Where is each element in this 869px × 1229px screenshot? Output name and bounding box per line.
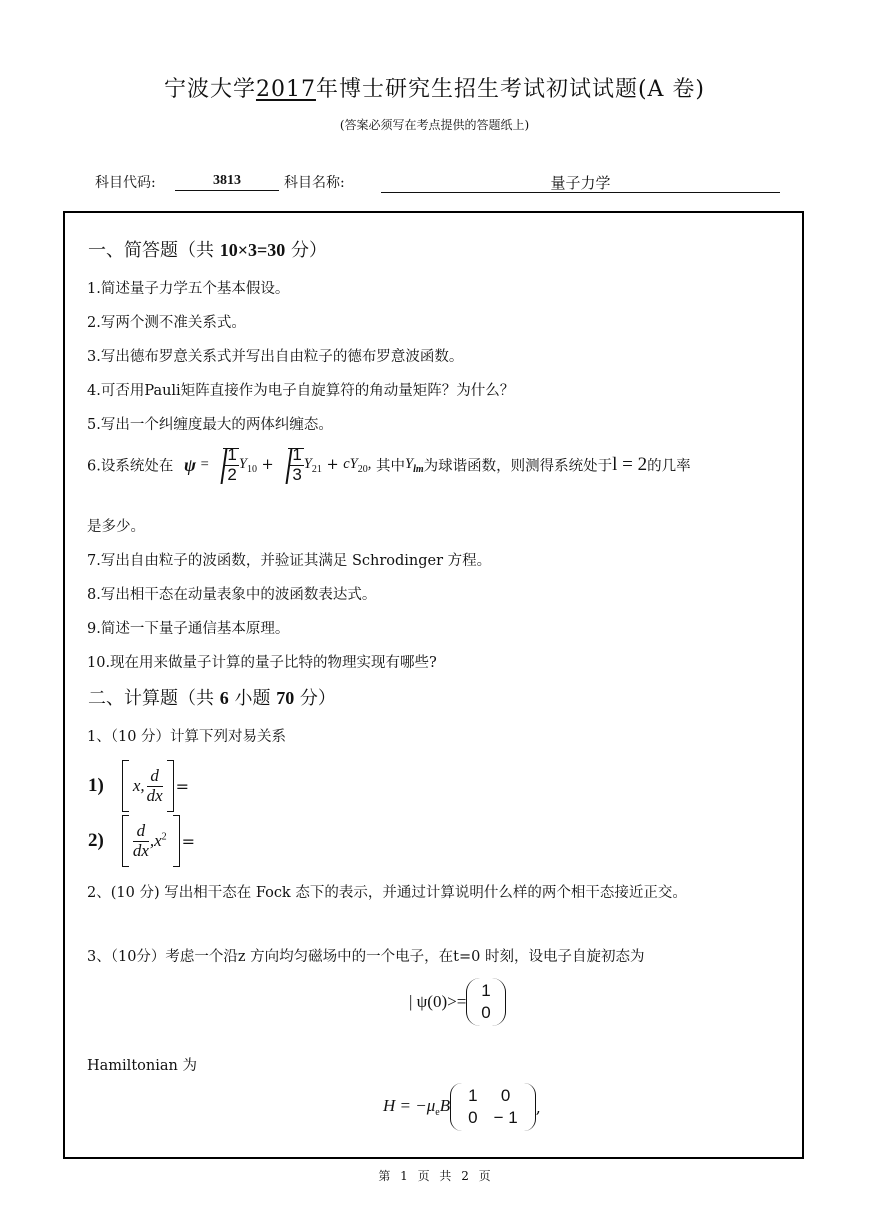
problem-1: 1、（10 分）计算下列对易关系 (87, 729, 287, 745)
matrix-entry: 0 (468, 1108, 478, 1127)
d-numerator: d (133, 822, 149, 842)
y20-term (343, 455, 372, 475)
equals-sign: = (175, 776, 190, 796)
state-vector (466, 978, 505, 1026)
plus-sign: + (261, 457, 274, 474)
y-symbol: Y (404, 455, 414, 472)
subject-name-label: 科目名称: (284, 175, 345, 191)
problem-2: 2、(10 分) 写出相干态在 Fock 态下的表示，并通过计算说明什么样的两个相干态接近正交。 (87, 885, 687, 901)
ylm-subscript: lm (413, 463, 424, 475)
equals-sign: = (181, 831, 196, 851)
psi-symbol: ψ (183, 454, 196, 475)
hamiltonian-matrix (450, 1083, 536, 1131)
plus-sign: + (326, 457, 339, 474)
section-2-heading-end: 分） (294, 688, 336, 709)
matrix-entry: 1 (468, 1086, 478, 1105)
sqrt-third (278, 446, 303, 484)
question-1: 1.简述量子力学五个基本假设。 (87, 281, 290, 297)
x-var: x, (132, 776, 145, 795)
question-2: 2.写两个测不准关系式。 (87, 315, 246, 331)
matrix-entry: 0 (500, 1086, 511, 1105)
y21-term (303, 455, 322, 475)
denominator: 3 (292, 464, 302, 484)
comma: , (149, 831, 155, 850)
q6-prefix: 6.设系统处在 (87, 458, 174, 475)
right-bracket (173, 815, 180, 867)
numerator: 1 (227, 445, 237, 464)
y21-subscript: 21 (311, 463, 322, 475)
y-symbol: Y (349, 455, 358, 472)
vector-entry: 0 (481, 1003, 491, 1022)
left-bracket (122, 815, 129, 867)
initial-state (409, 978, 506, 1026)
x-var: x (154, 831, 162, 850)
ylm-term (404, 455, 424, 475)
commutator-2-expr (122, 815, 195, 867)
subject-code-value: 3813 (213, 173, 241, 188)
hamiltonian-lhs (383, 1096, 450, 1118)
comma: , (367, 455, 372, 472)
matrix-entry: − 1 (493, 1108, 518, 1127)
dx-denominator: dx (146, 785, 163, 805)
equals-sign: = (200, 456, 209, 473)
subject-name-value: 量子力学 (550, 174, 611, 192)
h-minus-mu: H = −μ (383, 1096, 436, 1115)
l-equals-2: l = 2 (612, 454, 648, 476)
item-1-label: 1) (88, 775, 104, 796)
commutator-2 (88, 815, 195, 867)
trailing-comma: , (535, 1097, 541, 1117)
item-2-label: 2) (88, 830, 104, 851)
question-4: 4.可否用Pauli矩阵直接作为电子自旋算符的角动量矩阵？为什么？ (87, 383, 515, 399)
vector-entry: 1 (481, 981, 491, 1000)
coefficient-c: c (343, 455, 350, 472)
section-1-heading (88, 236, 327, 262)
section-2-score: 70 (276, 688, 295, 708)
answer-note: (答案必须写在考点提供的答题纸上) (339, 118, 530, 132)
exam-year: 2017 (255, 77, 316, 102)
question-7: 7.写出自由粒子的波函数，并验证其满足 Schrodinger 方程。 (87, 553, 492, 569)
denominator: 2 (227, 464, 237, 484)
section-1-score: 10×3=30 (219, 240, 286, 260)
commutator-1 (88, 760, 189, 812)
section-2-heading (88, 684, 336, 710)
question-5: 5.写出一个纠缠度最大的两体纠缠态。 (87, 417, 333, 433)
right-bracket (167, 760, 174, 812)
q6-end-text: 的几率 (647, 458, 691, 475)
exam-title (0, 72, 869, 103)
q6-mid-text: 其中 (375, 458, 405, 475)
section-2-heading-mid: 小题 (228, 688, 277, 709)
question-6-continued: 是多少。 (87, 519, 145, 535)
question-8: 8.写出相干态在动量表象中的波函数表达式。 (87, 587, 377, 603)
title-suffix: 年博士研究生招生考试初试试题(A 卷) (315, 77, 706, 102)
dx-denominator: dx (132, 840, 149, 860)
hamiltonian-label: Hamiltonian 为 (87, 1058, 197, 1074)
subject-name-underline (381, 192, 780, 193)
sqrt-half (213, 446, 238, 484)
q6-mid2-text: 为球谐函数，则测得系统处于 (423, 458, 613, 475)
numerator: 1 (292, 445, 302, 464)
section-2-count: 6 (219, 688, 229, 708)
problem-3: 3、（10分）考虑一个沿z 方向均匀磁场中的一个电子，在t=0 时刻，设电子自旋初态为 (87, 949, 645, 965)
section-1-heading-text: 一、简答题（共 (88, 240, 220, 261)
page-number: 第 1 页 共 2 页 (378, 1169, 491, 1183)
section-2-heading-text: 二、计算题（共 (88, 688, 220, 709)
ket-psi0: | ψ(0)>= (409, 992, 467, 1011)
y-symbol: Y (303, 455, 312, 472)
y20-subscript: 20 (357, 463, 368, 475)
question-9: 9.简述一下量子通信基本原理。 (87, 621, 290, 637)
question-10: 10.现在用来做量子计算的量子比特的物理实现有哪些? (87, 655, 437, 671)
d-numerator: d (147, 767, 163, 787)
x-squared (149, 831, 173, 851)
section-1-heading-end: 分） (285, 240, 327, 261)
mu-subscript: e (435, 1107, 440, 1118)
subject-code-label: 科目代码: (95, 175, 156, 191)
y10-subscript: 10 (246, 463, 257, 475)
y10-term (238, 455, 257, 475)
b-field: B (439, 1096, 451, 1115)
question-3: 3.写出德布罗意关系式并写出自由粒子的德布罗意波函数。 (87, 349, 464, 365)
hamiltonian-equation (383, 1083, 541, 1131)
left-bracket (122, 760, 129, 812)
exponent: 2 (161, 831, 167, 843)
commutator-1-expr (122, 760, 189, 812)
y-symbol: Y (238, 455, 247, 472)
subject-code-underline (175, 190, 279, 191)
question-6 (87, 446, 691, 484)
title-prefix: 宁波大学 (163, 77, 256, 102)
